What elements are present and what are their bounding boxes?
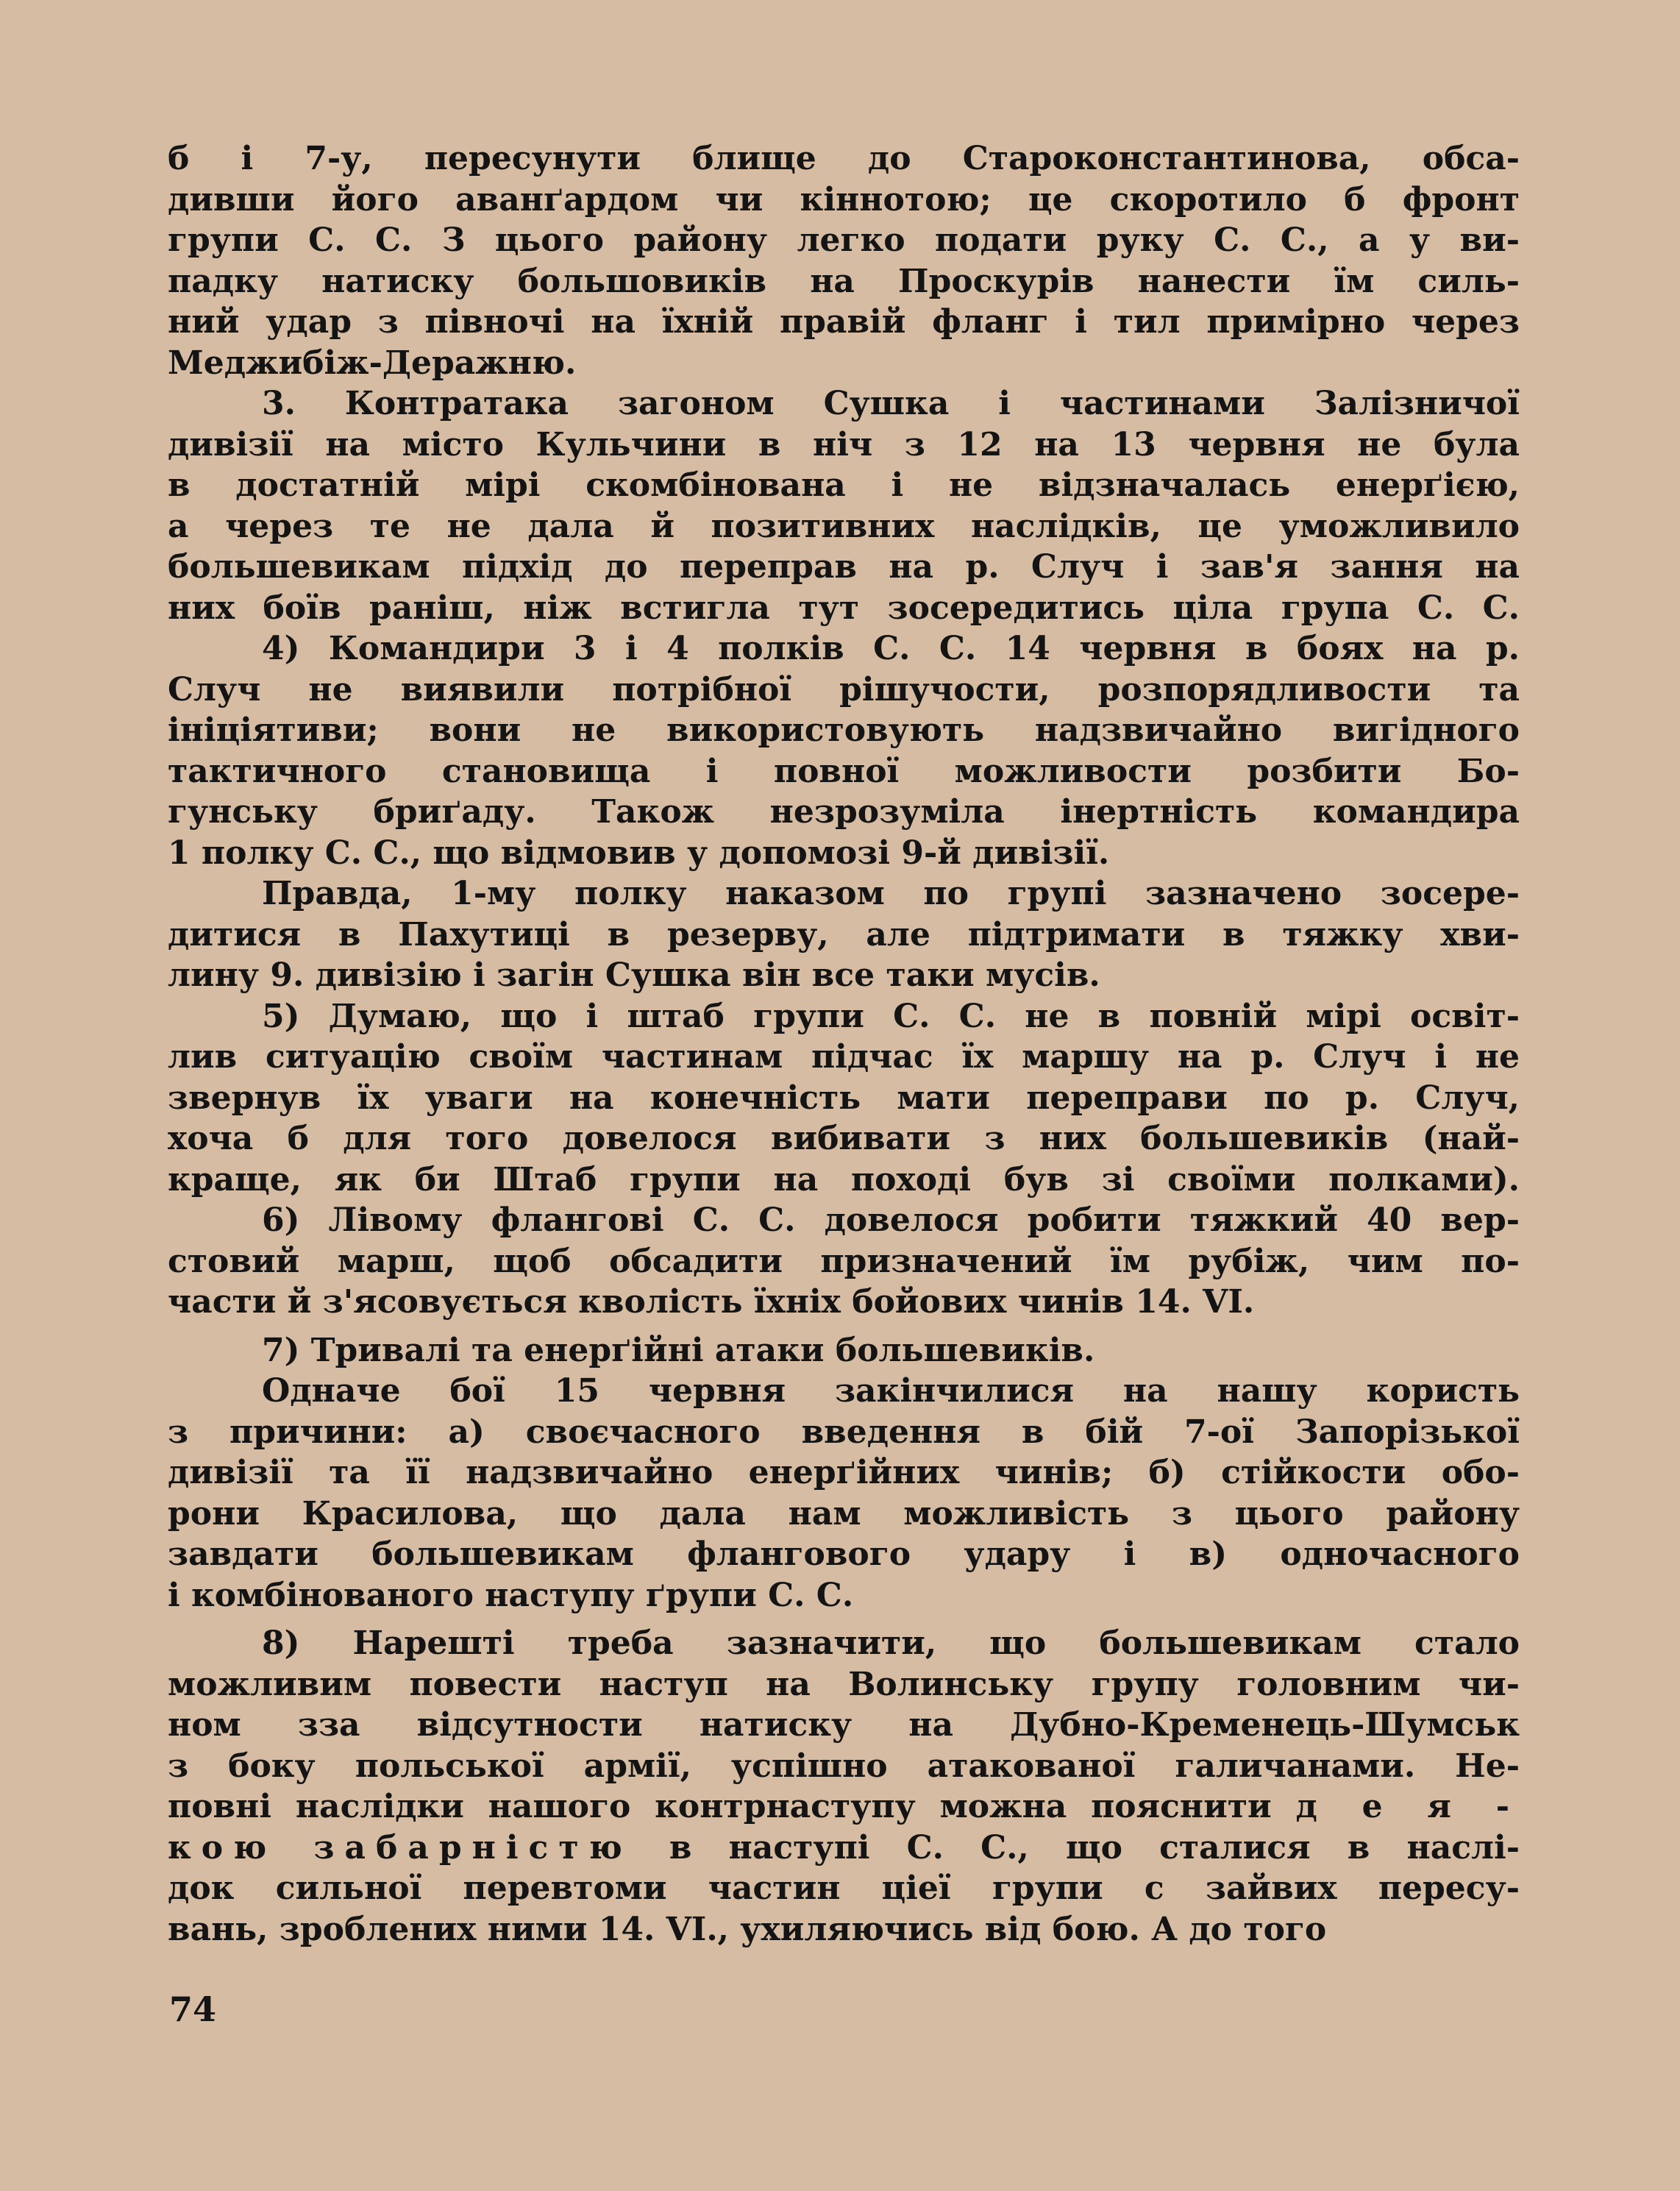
text-line: звернув їх уваги на конечність мати переправи по р. Случ, (168, 1079, 1520, 1117)
text-line: краще, як би Штаб групи на поході був зі своїми полками). (168, 1160, 1520, 1199)
text-line: 1 полку С. С., що відмовив у допомозі 9-й дивізії. (168, 834, 1110, 872)
text-line: дитися в Пахутиці в резерву, але підтримати в тяжку хви- (168, 915, 1520, 954)
text-line: в достатній мірі скомбінована і не відзначалась енерґією, (168, 466, 1520, 504)
text-line: і комбінованого наступу ґрупи С. С. (168, 1576, 854, 1614)
spaced-word: забарністю (313, 1828, 633, 1867)
text-line: 7) Тривалі та енерґійні атаки большевиків. (262, 1331, 1095, 1369)
text-line: Правда, 1-му полку наказом по групі зазначено зосере- (262, 875, 1520, 912)
text-line: ініціятиви; вони не використовують надзвичайно вигідного (168, 711, 1520, 749)
text-line: тактичного становища і повної можливости розбити Бо- (168, 752, 1520, 790)
text-line: ном зза відсутности натиску на Дубно-Кременець-Шумськ (168, 1706, 1520, 1744)
text-line: большевикам підхід до переправ на р. Случ і зав'я зання на (168, 548, 1520, 586)
text-line: Одначе бої 15 червня закінчилися на нашу користь (262, 1372, 1520, 1410)
text-line: док сильної перевтоми частин ціеї групи с зайвих пересу- (168, 1869, 1520, 1907)
text-line: б і 7-у, пересунути блище до Староконстантинова, обса- (168, 140, 1520, 177)
text-line: рони Красилова, що дала нам можливість з цього району (168, 1494, 1520, 1533)
text-line: них боїв раніш, ніж встигла тут зосередитись ціла група С. С. (168, 589, 1520, 627)
text-line: ний удар з півночі на їхній правій фланг і тил примірно через (168, 303, 1520, 341)
body-text (168, 138, 1520, 1950)
text-line: дивізії та її надзвичайно енерґійних чинів; б) стійкости обо- (168, 1454, 1520, 1491)
text-line: дивізії на місто Кульчини в ніч з 12 на 13 червня не була (168, 425, 1520, 464)
text-line: падку натиску большовиків на Проскурів нанести їм силь- (168, 262, 1520, 300)
text-line: з боку польської армії, успішно атакованої галичанами. Не- (168, 1747, 1520, 1785)
text-line: можливим повести наступ на Волинську групу головним чи- (168, 1665, 1520, 1703)
text-line: вань, зроблених ними 14. VI., ухиляючись від бою. А до того (168, 1910, 1327, 1948)
text-line: а через те не дала й позитивних наслідків, це уможливило (168, 507, 1520, 545)
text-line: гунську бриґаду. Також незрозуміла інертність командира (168, 793, 1520, 831)
text-line: части й з'ясовується кволість їхніх бойових чинів 14. VI. (168, 1283, 1255, 1321)
text-line: лив ситуацію своїм частинам підчас їх маршу на р. Случ і не (168, 1038, 1520, 1076)
text-line: Случ не виявили потрібної рішучости, розпорядливости та (168, 670, 1520, 709)
text-segment: в наступі С. С., що сталися в наслі- (669, 1828, 1520, 1867)
text-line: групи С. С. З цього району легко подати руку С. С., а у ви- (168, 221, 1520, 259)
text-line: завдати большевикам флангового удару і в) одночасного (168, 1535, 1520, 1573)
text-line (168, 1828, 1520, 1869)
text-line: 3. Контратака загоном Сушка і частинами Залізничої (262, 385, 1520, 422)
text-line: Меджибіж-Деражню. (168, 344, 577, 382)
spaced-word: д е я - (1295, 1788, 1520, 1825)
text-line: хоча б для того довелося вибивати з них большевиків (най- (168, 1120, 1520, 1157)
text-line: стовий марш, щоб обсадити призначений їм рубіж, чим по- (168, 1242, 1520, 1280)
text-line (168, 1786, 1520, 1828)
text-line: з причини: а) своєчасного введення в бій 7-ої Запорізької (168, 1413, 1520, 1451)
text-line: 5) Думаю, що і штаб групи С. С. не в повній мірі освіт- (262, 997, 1520, 1035)
spaced-word: кою (168, 1828, 277, 1867)
text-segment: повні наслідки нашого контрнаступу можна пояснити (168, 1788, 1272, 1825)
text-line: 4) Командири 3 і 4 полків С. С. 14 червня в боях на р. (262, 630, 1520, 667)
page-number: 74 (169, 1989, 217, 2029)
text-line: 8) Нарешті треба зазначити, що большевикам стало (262, 1624, 1520, 1662)
text-line: дивши його аванґардом чи кіннотою; це скоротило б фронт (168, 180, 1520, 219)
text-line: 6) Лівому флангові С. С. довелося робити тяжкий 40 вер- (262, 1201, 1520, 1239)
text-line: лину 9. дивізію і загін Сушка він все таки мусів. (168, 956, 1100, 994)
